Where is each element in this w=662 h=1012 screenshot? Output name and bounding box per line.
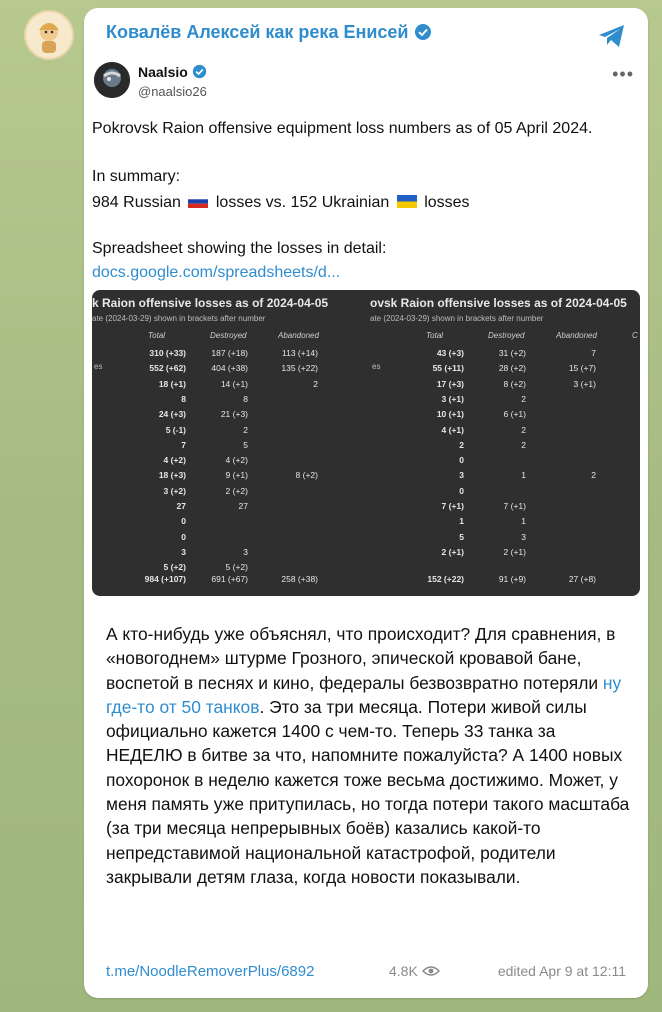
spreadsheet-image[interactable] — [92, 290, 640, 596]
edited-timestamp: edited Apr 9 at 12:11 — [497, 963, 626, 979]
table-cell: 5 — [243, 439, 248, 450]
table-cell: 3 (+1) — [441, 393, 464, 404]
header-abandoned: Abandoned — [278, 331, 319, 340]
header-destroyed: Destroyed — [488, 331, 525, 340]
channel-avatar[interactable] — [24, 10, 74, 60]
table-total-cell: 691 (+67) — [211, 574, 248, 584]
tweet-author-name[interactable] — [138, 64, 207, 80]
table-cell: 27 — [238, 501, 248, 511]
sheet-subtitle: ate (2024-03-29) shown in brackets after number — [92, 314, 266, 323]
post-link[interactable]: t.me/NoodleRemoverPlus/6892 — [106, 963, 315, 980]
table-cell: 8 (+2) — [295, 470, 318, 481]
table-cell: 0 — [459, 485, 464, 496]
table-cell: 2 — [521, 439, 526, 450]
table-cell: 3 — [459, 470, 464, 481]
table-cell: 18 (+1) — [158, 378, 186, 389]
table-cell: 24 (+3) — [158, 409, 186, 420]
table-total-cell: 91 (+9) — [498, 574, 526, 584]
table-total-cell: 27 (+8) — [568, 574, 596, 584]
table-cell: 3 — [181, 546, 186, 557]
table-cell: 9 (+1) — [225, 470, 248, 481]
table-cell: 5 — [459, 531, 464, 542]
row-label: es — [94, 362, 103, 371]
table-total-cell: 984 (+107) — [144, 574, 186, 584]
table-cell: 27 — [176, 501, 186, 511]
tweet-author-name-text: Naalsio — [138, 64, 188, 80]
header-extra: C — [632, 331, 638, 340]
table-cell: 18 (+3) — [158, 470, 186, 481]
message-text — [106, 622, 636, 889]
table-cell: 2 (+1) — [503, 546, 526, 557]
profile-avatar-icon — [94, 62, 130, 98]
table-cell: 8 — [243, 393, 248, 404]
table-cell: 3 (+2) — [163, 485, 186, 496]
table-cell: 7 — [591, 348, 596, 358]
sheet-subtitle: ate (2024-03-29) shown in brackets after number — [370, 314, 544, 323]
summary-part-c: losses — [424, 194, 470, 211]
table-cell: 10 (+1) — [436, 409, 464, 420]
table-cell: 2 — [243, 424, 248, 435]
table-cell: 43 (+3) — [436, 348, 464, 358]
summary-label: In summary: — [92, 168, 181, 185]
eye-icon — [422, 965, 440, 977]
table-cell: 15 (+7) — [568, 363, 596, 374]
table-cell: 404 (+38) — [211, 363, 248, 374]
summary-part-b: losses vs. 152 Ukrainian — [215, 194, 390, 211]
table-cell: 552 (+62) — [149, 363, 186, 374]
message-bubble — [84, 8, 648, 998]
telegram-share-icon[interactable] — [596, 20, 628, 52]
view-count-text: 4.8K — [389, 963, 418, 979]
table-cell: 6 (+1) — [503, 409, 526, 420]
table-cell: 2 — [521, 424, 526, 435]
table-cell: 2 (+1) — [441, 546, 464, 557]
table-total-cell: 258 (+38) — [281, 574, 318, 584]
table-cell: 5 (+2) — [163, 562, 186, 573]
spreadsheet-label: Spreadsheet showing the losses in detail: — [92, 240, 387, 257]
sheet-title: k Raion offensive losses as of 2024-04-05 — [92, 296, 329, 310]
message-part-2: . Это за три месяца. Потери живой силы официально кажется 1400 с чем-то. Теперь 33 танка за НЕДЕЛЮ в битве за что, напомните пожалуйста? А 1400 новых похоронок в неделю кажется тоже весьма достижимо. Может, у меня память уже притупилась, но тогда потери такого масштаба (за три месяца непрерывных боёв) казались какой-то непредставимой национальной катастрофой, родители закрывали детям глаза, когда новости показывали. — [106, 696, 630, 887]
table-cell: 2 — [459, 439, 464, 450]
tweet-author-avatar[interactable] — [94, 62, 130, 98]
table-cell: 21 (+3) — [220, 409, 248, 420]
sheet-panel-left — [92, 290, 362, 596]
table-cell: 4 (+1) — [441, 424, 464, 435]
table-cell: 0 — [181, 516, 186, 527]
table-cell: 3 (+1) — [573, 378, 596, 389]
table-cell: 31 (+2) — [498, 348, 526, 358]
table-cell: 0 — [459, 455, 464, 466]
table-cell: 1 — [521, 470, 526, 481]
table-cell: 4 (+2) — [225, 455, 248, 466]
ukraine-flag-icon — [397, 195, 417, 208]
view-count — [389, 963, 440, 979]
more-options-icon[interactable]: ••• — [612, 64, 634, 84]
table-cell: 28 (+2) — [498, 363, 526, 374]
message-part-1: А кто-нибудь уже объяснял, что происходит? Для сравнения, в «новогоднем» штурме Грозного, эпической кровавой бане, воспетой в песнях и кино, федералы безвозвратно потеряли — [106, 624, 616, 693]
header-total: Total — [426, 331, 444, 340]
table-cell: 135 (+22) — [281, 363, 318, 374]
tanks-link[interactable]: ну где-то от 50 танков — [106, 672, 622, 717]
table-cell: 14 (+1) — [220, 378, 248, 389]
verified-badge-icon — [414, 23, 432, 41]
table-cell: 1 — [521, 516, 526, 527]
spreadsheet-link[interactable]: docs.google.com/spreadsheets/d... — [92, 264, 341, 281]
header-abandoned: Abandoned — [556, 331, 597, 340]
table-cell: 310 (+33) — [149, 348, 186, 358]
table-cell: 55 (+11) — [432, 363, 464, 374]
table-cell: 5 (-1) — [165, 424, 186, 435]
table-cell: 8 (+2) — [503, 378, 526, 389]
row-label: es — [372, 362, 381, 371]
table-cell: 1 — [459, 516, 464, 527]
table-cell: 2 (+2) — [225, 485, 248, 496]
table-cell: 113 (+14) — [282, 348, 318, 358]
table-total-cell: 152 (+22) — [427, 574, 464, 584]
sheet-title: ovsk Raion offensive losses as of 2024-04-05 — [370, 296, 627, 310]
table-cell: 2 — [313, 378, 318, 389]
header-total: Total — [148, 331, 166, 340]
verified-badge-icon — [192, 64, 207, 79]
table-cell: 0 — [181, 531, 186, 542]
table-cell: 4 (+2) — [163, 455, 186, 466]
table-cell: 17 (+3) — [436, 378, 464, 389]
tweet-author-handle: @naalsio26 — [138, 84, 207, 99]
channel-title-text: Ковалёв Алексей как река Енисей — [106, 22, 409, 42]
table-cell: 2 — [521, 393, 526, 404]
header-destroyed: Destroyed — [210, 331, 247, 340]
table-cell: 8 — [181, 393, 186, 404]
russia-flag-icon — [188, 195, 208, 208]
table-cell: 3 — [521, 531, 526, 542]
table-cell: 2 — [591, 470, 596, 481]
table-cell: 7 (+1) — [441, 501, 464, 511]
table-cell: 7 — [181, 439, 186, 450]
cartoon-avatar-icon — [26, 12, 72, 58]
tweet-headline: Pokrovsk Raion offensive equipment loss numbers as of 05 April 2024. — [92, 120, 593, 137]
table-cell: 5 (+2) — [225, 562, 248, 573]
table-cell: 3 — [243, 546, 248, 557]
table-cell: 187 (+18) — [211, 348, 248, 358]
channel-title[interactable] — [106, 22, 432, 43]
sheet-panel-right — [370, 290, 640, 596]
summary-line — [92, 194, 470, 212]
summary-part-a: 984 Russian — [92, 194, 181, 211]
table-cell: 7 (+1) — [503, 501, 526, 511]
